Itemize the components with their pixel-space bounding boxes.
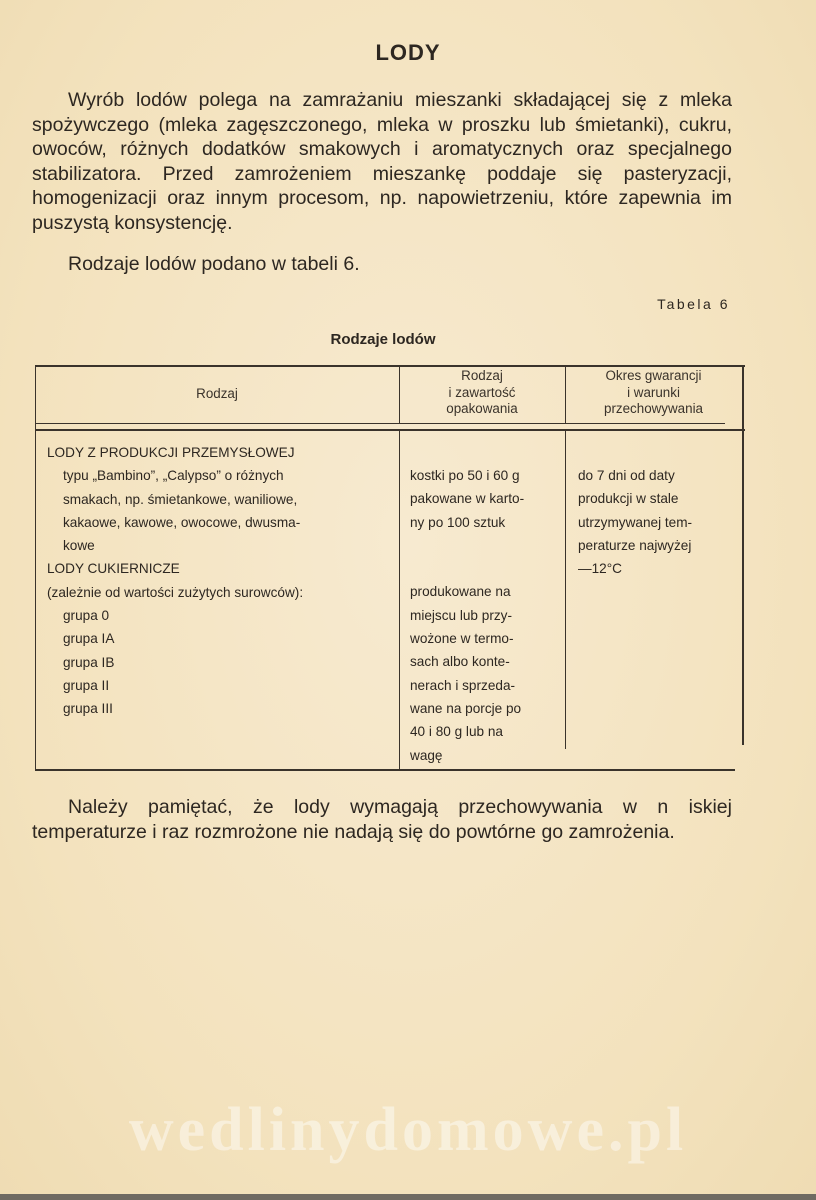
table-left-border [35,365,36,771]
table-right-border [742,365,744,745]
product-description-line: kakaowe, kawowe, owocowe, dwusma- [63,514,301,530]
column-divider-2-body [565,429,566,749]
watermark: wedlinydomowe.pl [128,1096,688,1164]
column-packaging [410,464,558,767]
category-heading: LODY CUKIERNICZE [47,561,180,577]
packaging-line [410,557,558,580]
packaging-line: sach albo konte- [410,654,510,670]
header-packaging [399,368,565,418]
packaging-line: wane na porcje po [410,700,522,716]
group-label: grupa III [63,701,113,717]
header-storage-line: i warunki [627,384,680,400]
table-bottom-border [35,769,735,771]
column-storage [578,464,728,580]
column-rodzaj [47,441,387,721]
packaging-line: nerach i sprzeda- [410,677,516,693]
ice-cream-types-table [35,365,745,772]
packaging-line: 40 i 80 g lub na [410,724,503,740]
packaging-line: wagę [410,747,443,763]
storage-line: utrzymywanej tem- [578,514,693,530]
header-rodzaj [35,386,399,403]
closing-paragraph: Należy pamiętać, że lody wymagają przechowywania w n iskiej temperaturze i raz rozmrożone nie nadają się do powtórne go zamrożenia. [32,796,732,843]
storage-line: —12°C [578,561,622,577]
page-title: LODY [375,40,441,65]
table-title: Rodzaje lodów [330,331,436,348]
header-packaging-line: i zawartość [448,384,516,400]
group-label: grupa IB [63,654,115,670]
intro-paragraph: Wyrób lodów polega na zamrażaniu mieszanki składającej się z mleka spożywczego (mleka zagęszczonego, mleka w proszku lub śmietanki), cukru, owoców, różnych dodatków smakowych i aromatycznych oraz specjalnego stabilizatora. Przed zamrożeniem mieszankę poddaje się pasteryzacji, homogenizacji oraz innym procesom, np. napowietrzeniu, które zapewnia im puszystą konsystencję. [32,89,732,234]
packaging-line: ny po 100 sztuk [410,514,506,530]
category-heading: LODY Z PRODUKCJI PRZEMYSŁOWEJ [47,445,295,460]
page-bottom-edge [0,1194,816,1200]
header-rodzaj-label: Rodzaj [196,386,238,401]
storage-line: do 7 dni od daty [578,468,675,483]
product-description-line: smakach, np. śmietankowe, waniliowe, [63,491,298,507]
product-description-line: kowe [63,538,95,554]
packaging-line: pakowane w karto- [410,491,525,507]
header-storage-line: przechowywania [604,401,703,416]
table-number: Tabela 6 [657,296,730,312]
product-description-line: typu „Bambino”, „Calypso” o różnych [63,468,284,484]
header-packaging-line: Rodzaj [461,368,503,383]
packaging-line: produkowane na [410,584,511,600]
column-divider-1-body [399,429,400,769]
header-packaging-line: opakowania [446,401,518,416]
packaging-line: kostki po 50 i 60 g [410,468,520,483]
group-label: grupa II [63,677,110,693]
packaging-line: miejscu lub przy- [410,607,512,623]
group-label: grupa 0 [63,608,110,624]
table-top-border [35,365,745,367]
table-header-divider [35,423,725,424]
storage-line: peraturze najwyżej [578,537,692,553]
header-storage [565,368,742,418]
packaging-line [410,534,558,557]
group-label: grupa IA [63,631,115,647]
category-note: (zależnie od wartości zużytych surowców): [47,584,304,600]
header-storage-line: Okres gwarancji [605,368,702,383]
table-header-divider-lower [35,429,745,431]
packaging-line: wożone w termo- [410,631,514,647]
table-reference-paragraph: Rodzaje lodów podano w tabeli 6. [68,253,360,275]
storage-line: produkcji w stale [578,491,679,507]
